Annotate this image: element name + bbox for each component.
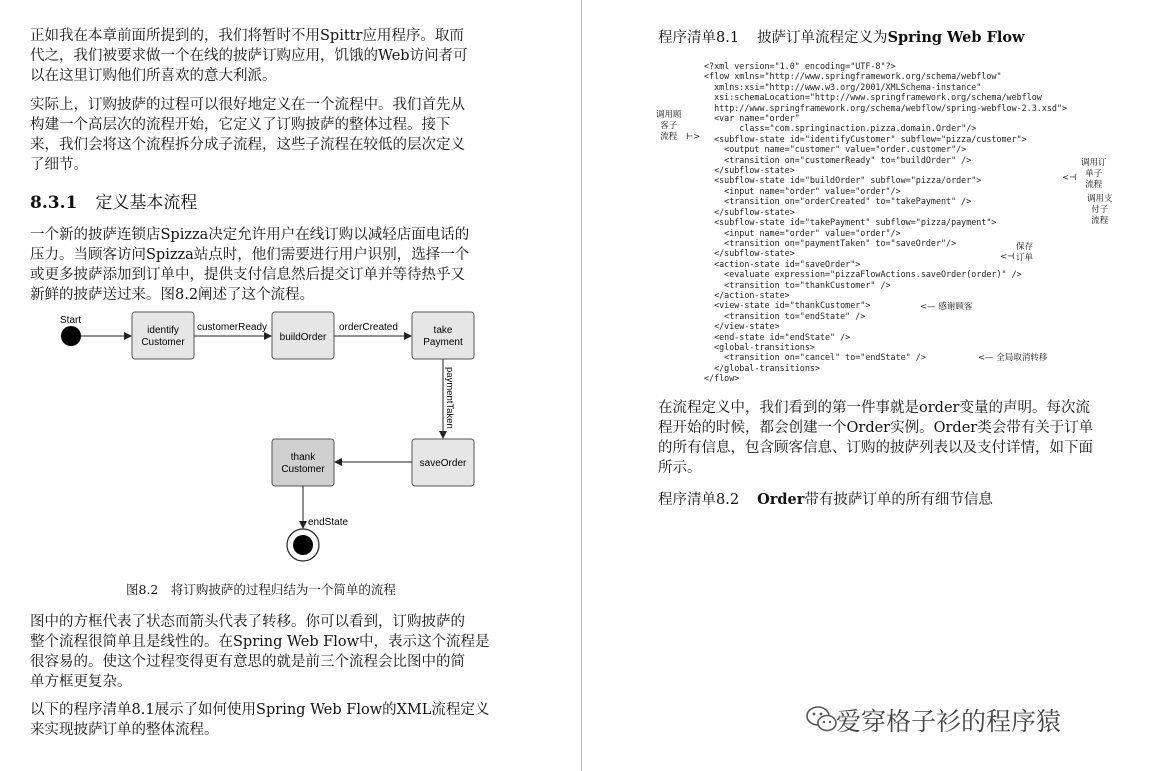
annotation-line: 订单: [1016, 253, 1034, 263]
text-line: 正如我在本章前面所提到的，我们将暂时不用Spittr应用程序。取而: [30, 28, 464, 44]
paragraph-spizza: [30, 225, 469, 305]
figure-caption: 图8.2 将订购披萨的过程归结为一个简单的流程: [126, 582, 396, 597]
code-listing: <?xml version="1.0" encoding="UTF-8"?> <flow xmlns="http://www.springframework.org/schema/webflow" xmlns:xsi="http://www.w3.org/2001/XMLSchema-instance" xsi:schemaLocation="http://www.springframework.org/schema/webflow http://www.springframework.org/schema/webflow/spring-webflow-2.3.xsd"> <var name="order" class="com.springinaction.pizza.domain.Order"/> <subflow-state id="identifyCustomer" subflow="pizza/customer"> <output name="customer" value="order.customer"/> <transition on="customerReady" to="buildOrder" /> </subflow-state> <subflow-state id="buildOrder" subflow="pizza/order"> <input name="order" value="order"/> <transition on="orderCreated" to="takePayment" /> </subflow-state> <subflow-state id="takePayment" subflow="pizza/payment"> <input name="order" value="order"/> <transition on="paymentTaken" to="saveOrder"/> </subflow-state> <action-state id="saveOrder"> <evaluate expression="pizzaFlowActions.saveOrder(order)" /> <transition to="thankCustomer" /> </action-state> <view-state id="thankCustomer"> <transition to="endState" /> </view-state> <end-state id="endState" /> <global-transitions> <transition on="cancel" to="endState" /> </global-transitions> </flow>: [704, 61, 1068, 384]
listing-title-text: 披萨订单流程定义为: [757, 30, 888, 46]
annotation-thank-customer: <— 感谢顾客: [920, 302, 973, 312]
listing-title-bold: Spring Web Flow: [887, 29, 1025, 46]
annotation-line: 流程: [1085, 180, 1103, 190]
annotation-line: 客子: [660, 121, 678, 131]
text-line: 或更多披萨添加到订单中，提供支付信息然后提交订单并等待热乎又: [30, 267, 465, 283]
listing-title-text: 带有披萨订单的所有细节信息: [804, 492, 993, 508]
annotation-line: 调用订: [1081, 158, 1107, 168]
annotation-line: 调用顾: [656, 110, 682, 120]
paragraph-intro: [30, 26, 468, 86]
annotation-line: 感谢顾客: [938, 302, 973, 312]
page-divider: [581, 0, 582, 771]
section-number: 8.3.1: [30, 193, 78, 213]
section-heading: [30, 188, 197, 213]
text-line: 以下的程序清单8.1展示了如何使用Spring Web Flow的XML流程定义: [30, 702, 490, 718]
text-line: 很容易的。使这个过程变得更有意思的就是前三个流程会比图中的简: [30, 654, 465, 670]
paragraph-listing-intro: [30, 700, 489, 740]
text-line: 所示。: [658, 460, 702, 476]
state-label: Payment: [423, 337, 463, 348]
annotation-line: 流程: [660, 132, 678, 142]
transition-label: paymentTaken: [444, 367, 455, 429]
annotation-line: 调用支: [1087, 194, 1113, 204]
transition-label: endState: [308, 517, 349, 528]
state-label: Customer: [281, 464, 325, 475]
paragraph-flow-overview: [30, 95, 465, 175]
text-line: 在流程定义中，我们看到的第一件事就是order变量的声明。每次流: [658, 400, 1090, 416]
text-line: 构建一个高层次的流程开始，它定义了订购披萨的整体过程。接下: [30, 117, 451, 133]
arrow-left-icon: <⊣: [1062, 173, 1077, 183]
text-line: 新鲜的披萨送过来。图8.2阐述了这个流程。: [30, 287, 315, 303]
wechat-icon: [805, 704, 839, 734]
watermark: 爱穿格子衫的程序猿: [836, 707, 1062, 736]
paragraph-diagram-explain: [30, 612, 490, 692]
annotation-save-order: [1016, 242, 1033, 264]
state-label: buildOrder: [279, 332, 327, 343]
text-line: 以在这里订购他们所喜欢的意大利派。: [30, 68, 277, 84]
listing-label: 程序清单8.2: [658, 492, 740, 508]
annotation-global-cancel: <— 全局取消转移: [978, 353, 1048, 363]
end-node: [293, 535, 313, 555]
listing-label: 程序清单8.1: [658, 30, 740, 46]
annotation-line: 付子: [1091, 205, 1109, 215]
left-page: [0, 0, 580, 771]
transition-label: customerReady: [197, 322, 268, 333]
text-line: 整个流程很简单且是线性的。在Spring Web Flow中，表示这个流程是: [30, 634, 490, 650]
listing-title-bold: Order: [757, 491, 805, 508]
start-label: Start: [60, 315, 82, 326]
annotation-line: 全局取消转移: [996, 353, 1048, 363]
arrow-left-icon: <⊣: [1000, 252, 1015, 262]
transition-label: orderCreated: [339, 322, 398, 333]
annotation-line: 保存: [1016, 242, 1034, 252]
text-line: 程开始的时候，都会创建一个Order实例。Order类会带有关于订单: [658, 420, 1094, 436]
arrow-right-icon: ⊢>: [686, 132, 701, 142]
text-line: 来，我们会将这个流程拆分成子流程，这些子流程在较低的层次定义: [30, 137, 465, 153]
text-line: 的所有信息，包含顾客信息、订购的披萨列表以及支付详情，如下面: [658, 440, 1093, 456]
text-line: 来实现披萨订单的整体流程。: [30, 722, 219, 738]
state-label: saveOrder: [419, 458, 467, 469]
text-line: 一个新的披萨连锁店Spizza决定允许用户在线订购以减轻店面电话的: [30, 227, 470, 243]
start-node: [61, 326, 81, 346]
text-line: 了细节。: [30, 157, 88, 173]
right-page: [584, 0, 1169, 771]
annotation-customer-subflow: [656, 110, 682, 143]
paragraph-order-var: [658, 398, 1093, 478]
annotation-line: 流程: [1091, 216, 1109, 226]
listing-8-2-title: [658, 488, 993, 509]
state-label: identify: [147, 325, 179, 336]
listing-8-1-title: [658, 26, 1025, 47]
text-line: 实际上，订购披萨的过程可以很好地定义在一个流程中。我们首先从: [30, 97, 465, 113]
state-label: thank: [290, 452, 316, 463]
text-line: 单方框更复杂。: [30, 674, 132, 690]
annotation-line: 单子: [1085, 169, 1103, 179]
state-label: take: [433, 325, 453, 336]
text-line: 压力。当顾客访问Spizza站点时，他们需要进行用户识别，选择一个: [30, 247, 470, 263]
annotation-order-subflow: [1081, 158, 1107, 191]
text-line: 代之，我们被要求做一个在线的披萨订购应用，饥饿的Web访问者可: [30, 48, 468, 64]
state-label: Customer: [141, 337, 185, 348]
pizza-flow-diagram: [0, 300, 580, 570]
section-title: 定义基本流程: [95, 193, 198, 213]
annotation-payment-subflow: [1087, 194, 1113, 227]
text-line: 图中的方框代表了状态而箭头代表了转移。你可以看到，订购披萨的: [30, 614, 465, 630]
